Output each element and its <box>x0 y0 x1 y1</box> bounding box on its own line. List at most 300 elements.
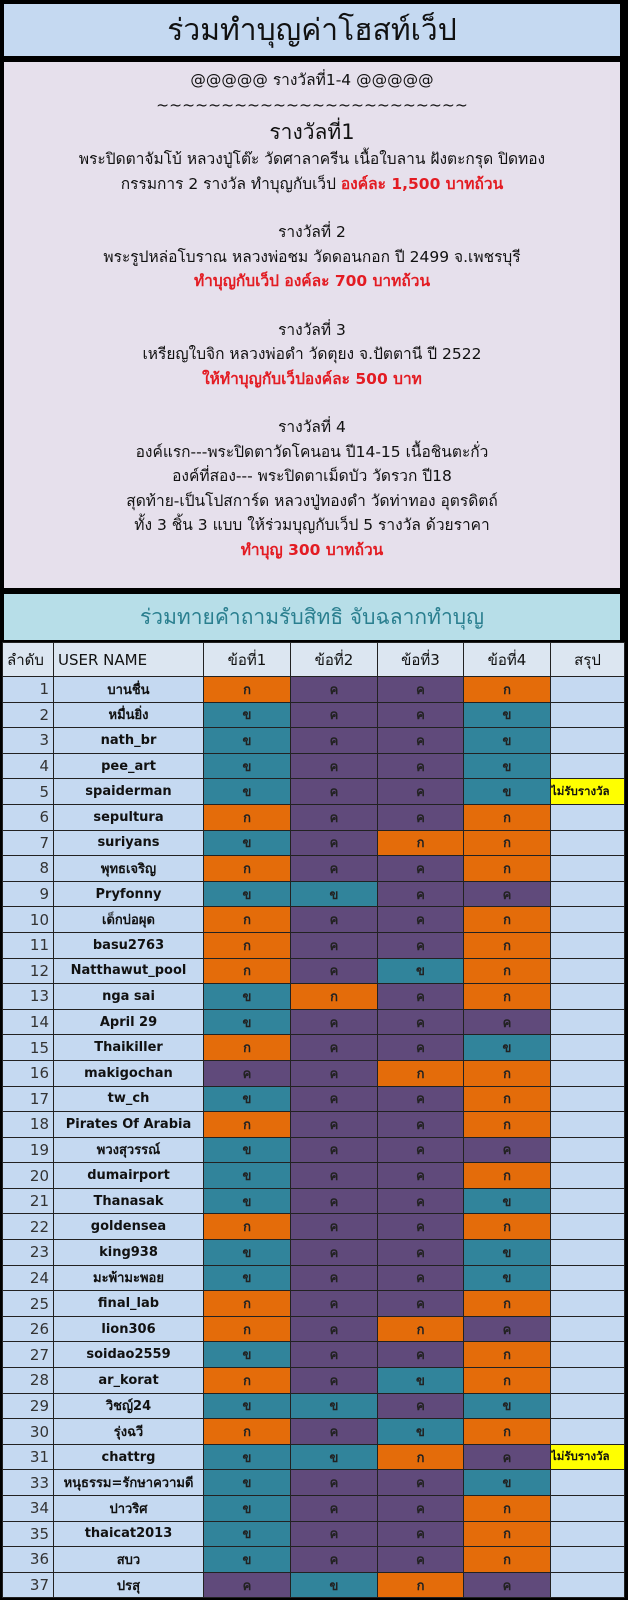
info-line <box>4 93 620 118</box>
answer-q2-cell: ค <box>291 1342 378 1368</box>
answer-q2-cell: ค <box>291 958 378 984</box>
table-row <box>3 1572 625 1598</box>
answer-q2-cell: ค <box>291 1163 378 1189</box>
answer-q1-cell: ก <box>204 1291 291 1317</box>
answer-q4-cell: ค <box>464 1572 551 1598</box>
answer-q4-cell: ก <box>464 1521 551 1547</box>
row-number: 14 <box>3 1009 54 1035</box>
answer-q1-cell: ก <box>204 1112 291 1138</box>
answer-q3-cell: ค <box>378 1547 464 1573</box>
answer-q3-cell: ค <box>378 1470 464 1496</box>
answer-q1-cell: ข <box>204 1444 291 1470</box>
answer-q2-cell: ก <box>291 984 378 1010</box>
price-text: ทำบุญกับเว็ป องค์ละ 700 บาทถ้วน <box>193 272 431 290</box>
row-number: 31 <box>3 1444 54 1470</box>
answer-q1-cell: ข <box>204 1163 291 1189</box>
username-cell: spaiderman <box>54 779 204 805</box>
answer-q4-cell: ก <box>464 1112 551 1138</box>
username-cell: พุทธเจริญ <box>54 856 204 882</box>
answer-q3-cell: ค <box>378 728 464 754</box>
row-number: 17 <box>3 1086 54 1112</box>
summary-cell <box>551 1496 625 1522</box>
summary-cell <box>551 856 625 882</box>
summary-cell <box>551 1291 625 1317</box>
answer-q4-cell: ก <box>464 804 551 830</box>
answer-q3-cell: ข <box>378 1419 464 1445</box>
row-number: 30 <box>3 1419 54 1445</box>
spacer <box>4 391 620 415</box>
row-number: 2 <box>3 702 54 728</box>
answer-q1-cell: ข <box>204 1342 291 1368</box>
table-row <box>3 1214 625 1240</box>
info-text: พระปิดตาจัมโบ้ หลวงปู่โต๊ะ วัดศาลาครีน เนื้อใบลาน ฝังตะกรุด ปิดทอง <box>78 150 546 168</box>
answer-q4-cell: ก <box>464 958 551 984</box>
answer-q1-cell: ข <box>204 1470 291 1496</box>
info-line <box>4 415 620 440</box>
row-number: 15 <box>3 1035 54 1061</box>
row-number: 20 <box>3 1163 54 1189</box>
summary-cell: ไม่รับรางวัล <box>551 1444 625 1470</box>
row-number: 16 <box>3 1060 54 1086</box>
info-line <box>4 269 620 294</box>
answer-q1-cell: ข <box>204 753 291 779</box>
summary-cell <box>551 1393 625 1419</box>
username-cell: พวงสุวรรณ์ <box>54 1137 204 1163</box>
answer-q2-cell: ค <box>291 1265 378 1291</box>
answer-q4-cell: ข <box>464 1265 551 1291</box>
info-text: กรรมการ 2 รางวัล ทำบุญกับเว็ป <box>120 174 341 193</box>
answer-q2-cell: ค <box>291 1547 378 1573</box>
answer-q4-cell: ค <box>464 1316 551 1342</box>
username-cell: รุ่งฉวี <box>54 1419 204 1445</box>
answer-q3-cell: ค <box>378 702 464 728</box>
username-cell: nath_br <box>54 728 204 754</box>
table-row <box>3 1547 625 1573</box>
answer-q4-cell: ข <box>464 1188 551 1214</box>
username-cell: บานชื่น <box>54 677 204 703</box>
table-row <box>3 1240 625 1266</box>
username-cell: soidao2559 <box>54 1342 204 1368</box>
answer-q2-cell: ค <box>291 1316 378 1342</box>
table-row <box>3 1444 625 1470</box>
answer-q3-cell: ค <box>378 1265 464 1291</box>
username-cell: April 29 <box>54 1009 204 1035</box>
username-cell: lion306 <box>54 1316 204 1342</box>
username-cell: dumairport <box>54 1163 204 1189</box>
row-number: 19 <box>3 1137 54 1163</box>
col-username-header: USER NAME <box>54 643 204 677</box>
table-row <box>3 702 625 728</box>
username-cell: basu2763 <box>54 932 204 958</box>
summary-cell <box>551 1368 625 1394</box>
info-line <box>4 464 620 489</box>
username-cell: หนุธรรม=รักษาความดี <box>54 1470 204 1496</box>
summary-cell <box>551 958 625 984</box>
table-row <box>3 1521 625 1547</box>
price-text: องค์ละ 1,500 บาทถ้วน <box>340 174 504 193</box>
table-row <box>3 753 625 779</box>
row-number: 3 <box>3 728 54 754</box>
answer-q1-cell: ข <box>204 1137 291 1163</box>
answer-q2-cell: ค <box>291 804 378 830</box>
answer-q3-cell: ค <box>378 1291 464 1317</box>
answer-q4-cell: ข <box>464 753 551 779</box>
username-cell: goldensea <box>54 1214 204 1240</box>
info-text: รางวัลที่1 <box>269 120 355 144</box>
answer-q1-cell: ก <box>204 1368 291 1394</box>
answer-q2-cell: ข <box>291 881 378 907</box>
answer-q4-cell: ก <box>464 932 551 958</box>
summary-cell <box>551 830 625 856</box>
col-summary-header: สรุป <box>551 643 625 677</box>
answer-q2-cell: ค <box>291 1009 378 1035</box>
username-cell: มะพ้ามะพอย <box>54 1265 204 1291</box>
row-number: 33 <box>3 1470 54 1496</box>
answer-q1-cell: ข <box>204 1547 291 1573</box>
username-cell: ปาวริศ <box>54 1496 204 1522</box>
username-cell: หมื่นยิ่ง <box>54 702 204 728</box>
answer-q4-cell: ก <box>464 1291 551 1317</box>
answer-q1-cell: ข <box>204 1240 291 1266</box>
answer-q2-cell: ข <box>291 1393 378 1419</box>
answer-q4-cell: ข <box>464 1470 551 1496</box>
answer-q1-cell: ก <box>204 1419 291 1445</box>
answer-q3-cell: ก <box>378 1316 464 1342</box>
table-row <box>3 1470 625 1496</box>
table-row <box>3 1060 625 1086</box>
answer-q3-cell: ค <box>378 1112 464 1138</box>
username-cell: king938 <box>54 1240 204 1266</box>
answer-q3-cell: ข <box>378 958 464 984</box>
table-row <box>3 1419 625 1445</box>
answer-q4-cell: ข <box>464 1240 551 1266</box>
row-number: 22 <box>3 1214 54 1240</box>
answer-q3-cell: ค <box>378 804 464 830</box>
answer-q3-cell: ค <box>378 753 464 779</box>
col-q3-header: ข้อที่3 <box>378 643 464 677</box>
info-text: สุดท้าย-เป็นโปสการ์ด หลวงปู่ทองดำ วัดท่าทอง อุตรดิตถ์ <box>126 491 498 510</box>
page-title: ร่วมทำบุญค่าโฮสท์เว็ป <box>2 2 622 58</box>
answer-q1-cell: ข <box>204 1009 291 1035</box>
summary-cell <box>551 1240 625 1266</box>
summary-cell <box>551 907 625 933</box>
answer-q4-cell: ค <box>464 1444 551 1470</box>
answer-q1-cell: ข <box>204 728 291 754</box>
info-text: รางวัลที่ 4 <box>278 418 346 436</box>
answer-q3-cell: ค <box>378 1393 464 1419</box>
answer-q1-cell: ข <box>204 830 291 856</box>
answer-q2-cell: ค <box>291 1214 378 1240</box>
info-text: รางวัลที่ 3 <box>278 320 346 339</box>
table-row <box>3 958 625 984</box>
answer-q1-cell: ข <box>204 984 291 1010</box>
table-row <box>3 1342 625 1368</box>
answer-q3-cell: ค <box>378 1521 464 1547</box>
answer-q4-cell: ก <box>464 1342 551 1368</box>
row-number: 10 <box>3 907 54 933</box>
answer-q1-cell: ก <box>204 856 291 882</box>
answer-q4-cell: ก <box>464 907 551 933</box>
info-text: รางวัลที่ 2 <box>278 223 346 241</box>
summary-cell <box>551 932 625 958</box>
summary-cell <box>551 1521 625 1547</box>
table-row <box>3 804 625 830</box>
col-q1-header: ข้อที่1 <box>204 643 291 677</box>
answer-q3-cell: ค <box>378 856 464 882</box>
answer-q4-cell: ข <box>464 702 551 728</box>
answer-q2-cell: ค <box>291 779 378 805</box>
answer-q4-cell: ก <box>464 1214 551 1240</box>
info-line <box>4 342 620 367</box>
table-row <box>3 1086 625 1112</box>
summary-cell <box>551 1086 625 1112</box>
answer-q2-cell: ค <box>291 1112 378 1138</box>
answer-q2-cell: ค <box>291 1188 378 1214</box>
section-title: ร่วมทายคำถามรับสิทธิ จับฉลากทำบุญ <box>2 592 622 642</box>
table-row <box>3 984 625 1010</box>
answer-q4-cell: ก <box>464 677 551 703</box>
answer-q3-cell: ค <box>378 1009 464 1035</box>
row-number: 5 <box>3 779 54 805</box>
col-number-header: ลำดับ <box>3 643 54 677</box>
username-cell: เด็กบ่อผุด <box>54 907 204 933</box>
info-line <box>4 117 620 147</box>
answer-q2-cell: ค <box>291 1137 378 1163</box>
answer-q1-cell: ก <box>204 1316 291 1342</box>
summary-cell <box>551 1137 625 1163</box>
col-q4-header: ข้อที่4 <box>464 643 551 677</box>
info-text: เหรียญใบจิก หลวงพ่อดำ วัดตุยง จ.ปัตตานี ปี 2522 <box>142 345 482 363</box>
answer-q1-cell: ก <box>204 1035 291 1061</box>
answer-q3-cell: ค <box>378 1342 464 1368</box>
answer-q1-cell: ก <box>204 907 291 933</box>
table-row <box>3 728 625 754</box>
row-number: 28 <box>3 1368 54 1394</box>
answer-q3-cell: ค <box>378 677 464 703</box>
username-cell: pee_art <box>54 753 204 779</box>
username-cell: สบว <box>54 1547 204 1573</box>
info-line <box>4 220 620 245</box>
row-number: 35 <box>3 1521 54 1547</box>
username-cell: suriyans <box>54 830 204 856</box>
summary-cell <box>551 881 625 907</box>
summary-cell <box>551 1035 625 1061</box>
table-row <box>3 1035 625 1061</box>
answer-q1-cell: ข <box>204 1188 291 1214</box>
row-number: 21 <box>3 1188 54 1214</box>
col-q2-header: ข้อที่2 <box>291 643 378 677</box>
answer-q3-cell: ค <box>378 1163 464 1189</box>
answer-q3-cell: ค <box>378 881 464 907</box>
answer-q2-cell: ค <box>291 1368 378 1394</box>
username-cell: Thaikiller <box>54 1035 204 1061</box>
answer-q1-cell: ก <box>204 1214 291 1240</box>
row-number: 34 <box>3 1496 54 1522</box>
row-number: 7 <box>3 830 54 856</box>
answer-q3-cell: ค <box>378 1214 464 1240</box>
answer-q3-cell: ก <box>378 1060 464 1086</box>
summary-cell <box>551 677 625 703</box>
row-number: 6 <box>3 804 54 830</box>
row-number: 29 <box>3 1393 54 1419</box>
answer-q1-cell: ข <box>204 1265 291 1291</box>
row-number: 24 <box>3 1265 54 1291</box>
table-row <box>3 1393 625 1419</box>
table-header-row <box>3 643 625 677</box>
answer-q2-cell: ค <box>291 1060 378 1086</box>
answer-q4-cell: ก <box>464 830 551 856</box>
username-cell: วิชญ์24 <box>54 1393 204 1419</box>
info-line <box>4 147 620 172</box>
row-number: 23 <box>3 1240 54 1266</box>
row-number: 4 <box>3 753 54 779</box>
username-cell: thaicat2013 <box>54 1521 204 1547</box>
info-line <box>4 513 620 538</box>
answer-q4-cell: ก <box>464 1496 551 1522</box>
table-row <box>3 1137 625 1163</box>
summary-cell <box>551 1112 625 1138</box>
answer-q4-cell: ข <box>464 779 551 805</box>
info-line <box>4 367 620 392</box>
answer-q2-cell: ค <box>291 1496 378 1522</box>
answer-q2-cell: ค <box>291 702 378 728</box>
answer-q2-cell: ค <box>291 728 378 754</box>
summary-cell <box>551 984 625 1010</box>
table-row <box>3 1368 625 1394</box>
table-row <box>3 1188 625 1214</box>
summary-cell <box>551 702 625 728</box>
username-cell: sepultura <box>54 804 204 830</box>
answer-q4-cell: ก <box>464 856 551 882</box>
answer-q2-cell: ค <box>291 830 378 856</box>
answer-q1-cell: ก <box>204 804 291 830</box>
summary-cell <box>551 1470 625 1496</box>
row-number: 13 <box>3 984 54 1010</box>
username-cell: chattrg <box>54 1444 204 1470</box>
table-row <box>3 677 625 703</box>
answer-q1-cell: ข <box>204 1496 291 1522</box>
summary-cell <box>551 1188 625 1214</box>
answer-q3-cell: ก <box>378 1444 464 1470</box>
username-cell: nga sai <box>54 984 204 1010</box>
info-line <box>4 489 620 514</box>
info-line <box>4 172 620 197</box>
username-cell: tw_ch <box>54 1086 204 1112</box>
answer-q4-cell: ก <box>464 984 551 1010</box>
row-number: 26 <box>3 1316 54 1342</box>
summary-cell <box>551 753 625 779</box>
spacer <box>4 294 620 318</box>
answer-q3-cell: ค <box>378 779 464 805</box>
answer-q1-cell: ข <box>204 881 291 907</box>
answer-q1-cell: ข <box>204 1086 291 1112</box>
answer-q4-cell: ข <box>464 1035 551 1061</box>
answer-q3-cell: ก <box>378 830 464 856</box>
answer-q2-cell: ค <box>291 1240 378 1266</box>
answer-q2-cell: ค <box>291 1035 378 1061</box>
answer-q2-cell: ข <box>291 1444 378 1470</box>
table-row <box>3 1112 625 1138</box>
summary-cell <box>551 804 625 830</box>
info-line <box>4 538 620 563</box>
table-row <box>3 1009 625 1035</box>
info-text: ~~~~~~~~~~~~~~~~~~~~~~~~ <box>156 95 468 114</box>
answer-q1-cell: ก <box>204 958 291 984</box>
row-number: 36 <box>3 1547 54 1573</box>
answer-q2-cell: ค <box>291 753 378 779</box>
summary-cell <box>551 1265 625 1291</box>
row-number: 8 <box>3 856 54 882</box>
answer-q4-cell: ข <box>464 1393 551 1419</box>
answer-q3-cell: ค <box>378 1188 464 1214</box>
answer-q3-cell: ค <box>378 1137 464 1163</box>
username-cell: Pryfonny <box>54 881 204 907</box>
answers-table <box>2 642 625 1598</box>
answer-q3-cell: ค <box>378 984 464 1010</box>
answer-q1-cell: ก <box>204 677 291 703</box>
info-text: องค์แรก---พระปิดตาวัดโคนอน ปี14-15 เนื้อชินตะกั่ว <box>135 442 489 461</box>
table-row <box>3 907 625 933</box>
row-number: 27 <box>3 1342 54 1368</box>
table-row <box>3 830 625 856</box>
answer-q3-cell: ค <box>378 1240 464 1266</box>
answer-q4-cell: ก <box>464 1419 551 1445</box>
answer-q2-cell: ค <box>291 1419 378 1445</box>
summary-cell <box>551 1214 625 1240</box>
table-row <box>3 1291 625 1317</box>
info-text: องค์ที่สอง--- พระปิดตาเม็ดบัว วัดรวก ปี18 <box>172 467 452 485</box>
row-number: 18 <box>3 1112 54 1138</box>
row-number: 37 <box>3 1572 54 1598</box>
price-text: ให้ทำบุญกับเว็ปองค์ละ 500 บาท <box>202 369 422 388</box>
username-cell: Natthawut_pool <box>54 958 204 984</box>
answer-q4-cell: ก <box>464 1368 551 1394</box>
info-text: พระรูปหล่อโบราณ หลวงพ่อชม วัดดอนกอก ปี 2499 จ.เพชรบุรี <box>103 247 521 266</box>
answer-q3-cell: ค <box>378 1086 464 1112</box>
row-number: 11 <box>3 932 54 958</box>
answer-q4-cell: ก <box>464 1163 551 1189</box>
answer-q4-cell: ค <box>464 1137 551 1163</box>
table-row <box>3 779 625 805</box>
answer-q2-cell: ค <box>291 1521 378 1547</box>
info-line <box>4 318 620 343</box>
price-text: ทำบุญ 300 บาทถ้วน <box>240 540 384 559</box>
summary-cell <box>551 1316 625 1342</box>
answer-q4-cell: ก <box>464 1060 551 1086</box>
username-cell: makigochan <box>54 1060 204 1086</box>
answer-q2-cell: ค <box>291 1086 378 1112</box>
summary-cell <box>551 728 625 754</box>
answer-q1-cell: ค <box>204 1060 291 1086</box>
answer-q2-cell: ค <box>291 1470 378 1496</box>
summary-cell <box>551 1547 625 1573</box>
table-row <box>3 1163 625 1189</box>
row-number: 9 <box>3 881 54 907</box>
answer-q4-cell: ข <box>464 728 551 754</box>
answer-q4-cell: ค <box>464 1009 551 1035</box>
spacer <box>4 196 620 220</box>
info-line <box>4 440 620 465</box>
answer-q3-cell: ก <box>378 1572 464 1598</box>
answer-q1-cell: ข <box>204 1393 291 1419</box>
summary-cell <box>551 1060 625 1086</box>
summary-cell <box>551 1342 625 1368</box>
username-cell: ar_korat <box>54 1368 204 1394</box>
summary-cell <box>551 1163 625 1189</box>
summary-cell <box>551 1572 625 1598</box>
table-row <box>3 1496 625 1522</box>
answer-q4-cell: ค <box>464 881 551 907</box>
